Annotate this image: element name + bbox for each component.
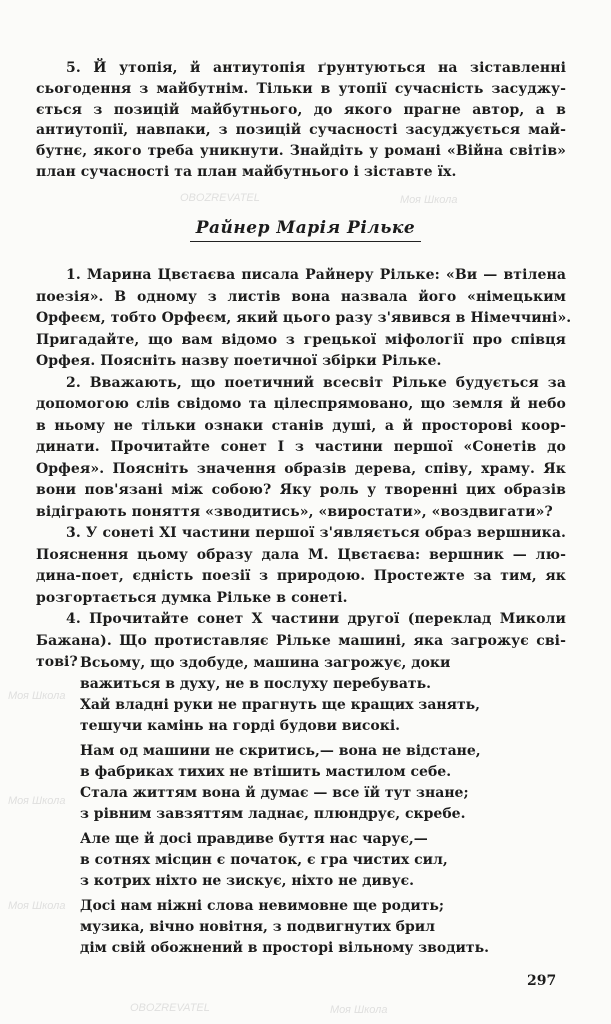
- paragraph-line: план сучасності та план майбутнього і зіставте їх.: [36, 164, 457, 180]
- watermark: Моя Школа: [8, 900, 66, 912]
- question-2-line: в ньому не тільки ознаки станів душі, а й просторові коор-: [36, 417, 566, 434]
- poem-line: з котрих ніхто не зискує, ніхто не дивує.: [80, 873, 414, 889]
- poem-line: дім свій обожнений в просторі вільному зводить.: [80, 940, 489, 956]
- question-4-line: 4. Прочитайте сонет X частини другої (переклад Миколи: [66, 611, 566, 627]
- question-1-line: Орфея. Поясніть назву поетичної збірки Рільке.: [36, 353, 442, 369]
- question-1-line: Пригадайте, що вам відомо з грецької міфології про співця: [36, 331, 566, 348]
- poem-line: в фабриках тихих не втішить мастилом себе.: [80, 764, 452, 780]
- watermark: OBOZREVATEL: [130, 1002, 210, 1014]
- question-3-line: дина-поет, єдність поезії з природою. Простежте за тим, як: [36, 568, 566, 584]
- question-2-line: вони пов'язані між собою? Яку роль у творенні цих образів: [36, 482, 566, 498]
- paragraph-line: ється з позицій майбутнього, до якого прагне автор, а в: [36, 101, 566, 118]
- watermark: Моя Школа: [8, 795, 66, 807]
- poem-line: Досі нам ніжні слова невимовне ще родить;: [80, 898, 445, 914]
- poem-line: з рівним завзяттям ладнає, плюндрує, скребе.: [80, 806, 466, 822]
- poem-line: важиться в духу, не в послуху перебувать.: [80, 676, 431, 692]
- watermark: Моя Школа: [8, 690, 66, 702]
- question-3-line: Пояснення цьому образу дала М. Цвєтаєва: вершник — лю-: [36, 546, 566, 563]
- question-4-line: тові?: [36, 654, 78, 670]
- paragraph-line: бутнє, якого треба уникнути. Знайдіть у романі «Війна світів»: [36, 143, 566, 160]
- section-title-wrap: [0, 218, 611, 238]
- question-2-line: відіграють поняття «зводитись», «виростати», «воздвигати»?: [36, 503, 553, 520]
- section-title: Райнер Марія Рільке: [190, 218, 422, 242]
- poem-line: Стала життям вона й думає — все їй тут знане;: [80, 785, 469, 801]
- paragraph-line: сьогодення з майбутнім. Тільки в утопії сучасність засуджу-: [36, 80, 566, 97]
- question-2-line: 2. Вважають, що поетичний всесвіт Рільке будується за: [66, 374, 566, 391]
- poem-line: Хай владні руки не прагнуть ще кращих занять,: [80, 697, 481, 713]
- question-2-line: динати. Прочитайте сонет І з частини першої «Сонетів до: [36, 439, 566, 455]
- question-1-line: поезія». В одному з листів вона назвала його «німецьким: [36, 288, 566, 305]
- poem-line: тешучи камінь на горді будови високі.: [80, 718, 401, 734]
- question-1-line: 1. Марина Цвєтаєва писала Райнеру Рільке: «Ви — втілена: [66, 267, 566, 283]
- poem-line: Нам од машини не скритись,— вона не відстане,: [80, 743, 481, 759]
- question-2-line: допомогою слів свідомо та цілеспрямовано, що земля й небо: [36, 396, 566, 412]
- paragraph-line: 5. Й утопія, й антиутопія ґрунтуються на зіставленні: [66, 60, 566, 76]
- watermark: OBOZREVATEL: [180, 192, 260, 204]
- page-number: 297: [527, 973, 557, 989]
- question-2-line: Орфея». Поясніть значення образів дерева, співу, храму. Як: [36, 460, 566, 477]
- poem-line: музика, вічно новітня, з подвигнутих брил: [80, 919, 436, 935]
- question-3-line: розгортається думка Рільке в сонеті.: [36, 589, 348, 606]
- poem-line: Але ще й досі правдиве буття нас чарує,—: [80, 831, 428, 847]
- paragraph-line: антиутопії, навпаки, з позицій сучасності засуджується май-: [36, 122, 566, 139]
- question-3-line: 3. У сонеті XI частини першої з'являється образ вершника.: [66, 525, 566, 541]
- watermark: Моя Школа: [330, 1004, 388, 1016]
- watermark: Моя Школа: [400, 194, 458, 206]
- question-1-line: Орфеєм, тобто Орфеєм, який цього разу з'явився в Німеччині».: [36, 310, 572, 326]
- question-4-line: Бажана). Що протиставляє Рільке машині, яка загрожує сві-: [36, 632, 566, 649]
- poem-line: Всьому, що здобуде, машина загрожує, доки: [80, 655, 451, 671]
- poem-line: в сотнях місцин є початок, є гра чистих сил,: [80, 852, 448, 868]
